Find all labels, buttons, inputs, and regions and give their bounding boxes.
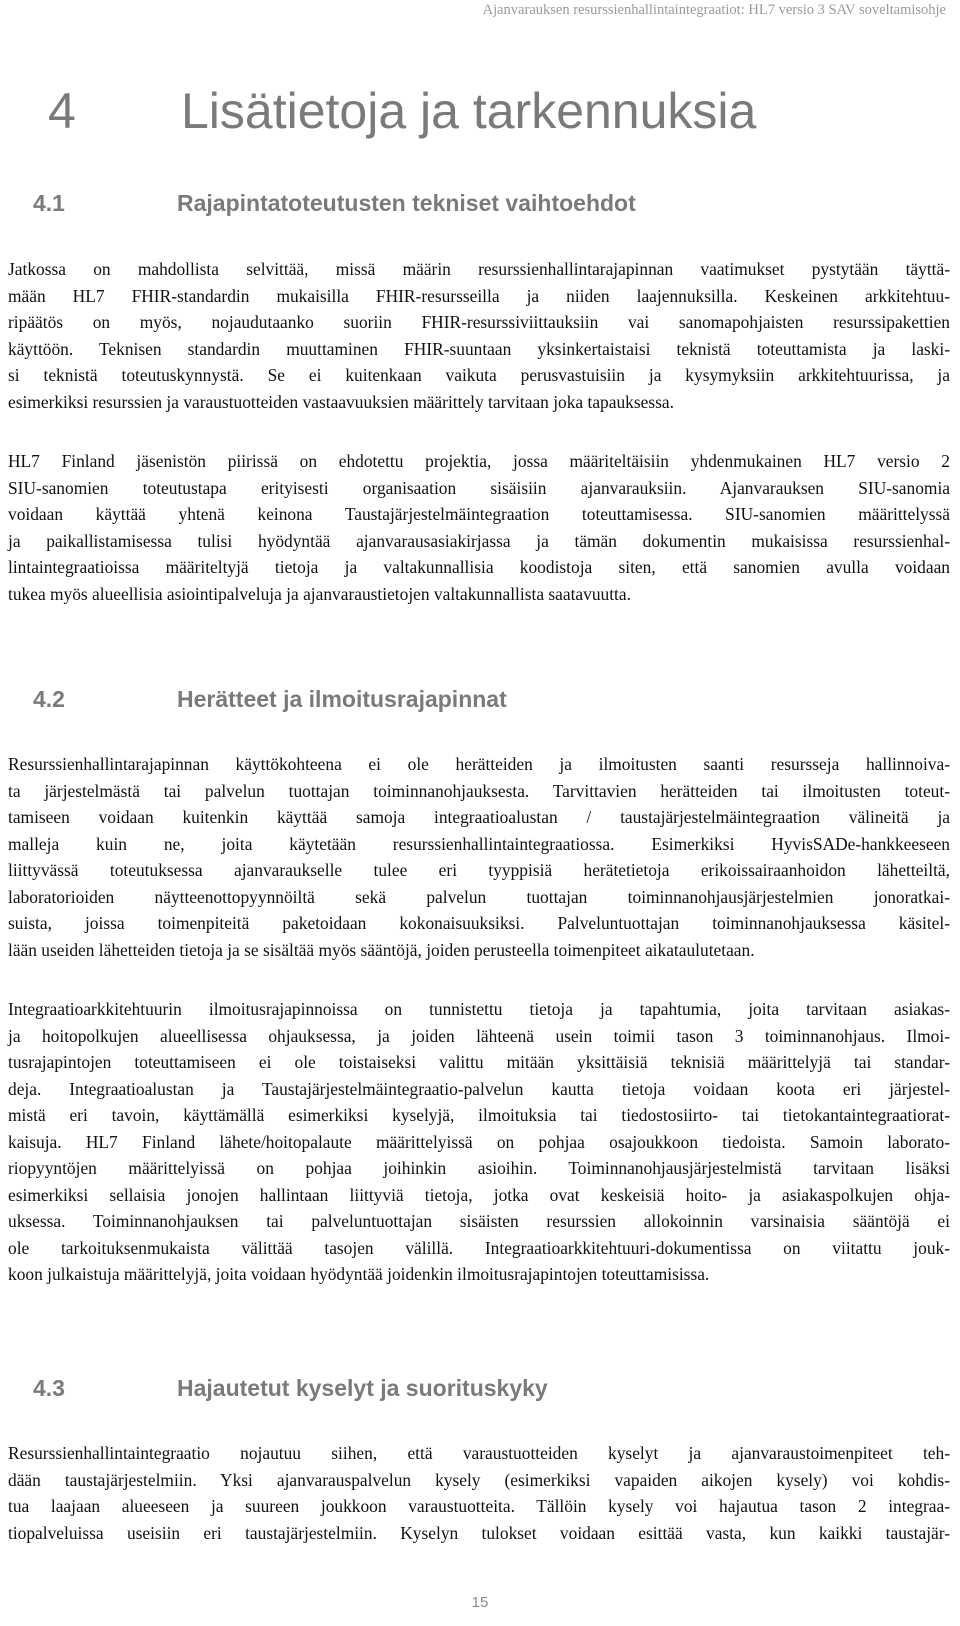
- text-line: voidaan käyttää yhtenä keinona Taustajärjestelmäintegraation toteuttamisessa. SIU-sanomien määrittelyssä: [8, 504, 950, 524]
- text-line: malleja kuin ne, joita käytetään resurssienhallintaintegraatiossa. Esimerkiksi HyvisSADe-hankkeeseen: [8, 833, 950, 854]
- text-line: koon julkaistuja määrittelyjä, joita voidaan hyödyntää joidenkin ilmoitusrajapintojen toteuttamisissa.: [8, 1264, 710, 1284]
- text-line: ole tarkoituksenmukaista välittää tasojen välillä. Integraatioarkkitehtuuri-dokumentissa on viitattu jouk-: [8, 1237, 950, 1258]
- text-line: mään HL7 FHIR-standardin mukaisilla FHIR-resursseilla ja niiden laajennuksilla. Keskeinen arkkitehtuu-: [8, 285, 950, 306]
- text-line: SIU-sanomien toteutustapa erityisesti organisaation sisäisiin ajanvarauksiin. Ajanvarauksen SIU-sanomia: [8, 477, 950, 498]
- paragraph-4-3-a: [8, 1440, 950, 1546]
- chapter-heading: [48, 82, 756, 140]
- text-line: dään taustajärjestelmiin. Yksi ajanvarauspalvelun kysely (esimerkiksi vapaiden aikojen kysely) voi kohdis-: [8, 1469, 950, 1490]
- section-number: 4.2: [33, 686, 65, 712]
- text-line: esimerkiksi sellaisia jonojen hallintaan liittyviä tietoja, jotka ovat keskeisiä hoito- ja asiakaspolkujen ohja-: [8, 1184, 950, 1205]
- text-line: Integraatioarkkitehtuurin ilmoitusrajapinnoissa on tunnistettu tietoja ja tapahtumia, joita tarvitaan asiakas-: [8, 999, 950, 1019]
- running-header: Ajanvarauksen resurssienhallintaintegraatiot: HL7 versio 3 SAV soveltamisohje: [482, 2, 946, 18]
- text-line: lään useiden lähetteiden tietoja ja se sisältää myös sääntöjä, joiden perusteella toimenpiteet aikataulutetaan.: [8, 939, 755, 960]
- text-line: ta järjestelmästä tai palvelun tuottajan toiminnanohjauksesta. Tarvittavien herätteiden tai ilmoitusten toteut-: [8, 780, 950, 801]
- text-line: riopyyntöjen määrittelyissä on pohjaa joihinkin asioihin. Toiminnanohjausjärjestelmistä tarvitaan lisäksi: [8, 1158, 950, 1178]
- text-line: mistä eri tavoin, käyttämällä esimerkiksi kyselyjä, ilmoituksia tai tiedostosiirto- tai tietokantaintegraatiorat-: [8, 1105, 950, 1125]
- text-line: tiopalveluissa useisiin eri taustajärjestelmiin. Kyselyn tulokset voidaan esittää vasta, kun kaikki taustajär-: [8, 1522, 950, 1543]
- paragraph-4-1-a: [8, 256, 950, 415]
- section-heading-4-2: [33, 686, 507, 713]
- text-line: kaisuja. HL7 Finland lähete/hoitopalaute määrittelyissä on pohjaa osajoukkoon tiedoista. Samoin laborato-: [8, 1131, 950, 1152]
- chapter-number: 4: [48, 83, 76, 139]
- section-heading-4-3: [33, 1375, 548, 1402]
- text-line: tamiseen voidaan kuitenkin käyttää samoja integraatioalustan / taustajärjestelmäintegraation välineitä ja: [8, 807, 950, 827]
- section-heading-4-1: [33, 190, 636, 217]
- text-line: ja paikallistamisessa tulisi hyödyntää ajanvarausasiakirjassa ja tämän dokumentin mukaisissa resurssienhal-: [8, 530, 950, 551]
- text-line: ripäätös on myös, nojaudutaanko suoriin FHIR-resurssiviittauksiin vai sanomapohjaisten resurssipakettien: [8, 312, 950, 332]
- page-number: 15: [471, 1594, 489, 1611]
- text-line: lintaintegraatioissa määriteltyjä tietoja ja valtakunnallisia koodistoja siten, että sanomien avulla voidaan: [8, 557, 950, 577]
- text-line: esimerkiksi resurssien ja varaustuotteiden vastaavuuksien määrittely tarvitaan joka tapauksessa.: [8, 391, 674, 412]
- section-title: Herätteet ja ilmoitusrajapinnat: [177, 686, 507, 712]
- text-line: tua laajaan alueeseen ja suureen joukkoon varaustuotteita. Tällöin kysely voi hajautua tason 2 integraa-: [8, 1496, 950, 1516]
- section-number: 4.3: [33, 1375, 65, 1401]
- text-line: HL7 Finland jäsenistön piirissä on ehdotettu projektia, jossa määriteltäisiin yhdenmukainen HL7 versio 2: [8, 451, 950, 471]
- text-line: Resurssienhallintaintegraatio nojautuu siihen, että varaustuotteiden kyselyt ja ajanvaraustoimenpiteet teh-: [8, 1443, 950, 1463]
- text-line: suista, joissa toimenpiteitä paketoidaan kokonaisuuksiksi. Palveluntuottajan toiminnanohjauksessa käsitel-: [8, 913, 950, 933]
- text-line: tusrajapintojen toteuttamiseen ei ole toistaiseksi valittu mitään yksittäisiä teknisiä määrittelyjä tai standar-: [8, 1052, 950, 1072]
- paragraph-4-2-a: [8, 751, 950, 963]
- paragraph-4-2-b: [8, 996, 950, 1288]
- section-title: Hajautetut kyselyt ja suorituskyky: [177, 1375, 548, 1401]
- text-line: si teknistä toteutuskynnystä. Se ei kuitenkaan vaikuta perusvastuisiin ja kysymyksiin arkkitehtuurissa, ja: [8, 365, 950, 385]
- section-title: Rajapintatoteutusten tekniset vaihtoehdot: [177, 190, 636, 216]
- section-number: 4.1: [33, 190, 65, 216]
- text-line: liittyvässä toteutuksessa ajanvaraukselle tulee eri tyyppisiä herätetietoja erikoissairaanhoidon lähetteiltä,: [8, 860, 950, 880]
- text-line: tukea myös alueellisia asiointipalveluja ja ajanvaraustietojen valtakunnallista saatavuutta.: [8, 583, 631, 604]
- paragraph-4-1-b: [8, 448, 950, 607]
- chapter-title: Lisätietoja ja tarkennuksia: [181, 83, 757, 139]
- text-line: laboratorioiden näytteenottopyynnöiltä sekä palvelun tuottajan toiminnanohjausjärjestelmien jonoratkai-: [8, 886, 950, 907]
- text-line: deja. Integraatioalustan ja Taustajärjestelmäintegraatio-palvelun kautta tietoja voidaan koota eri järjestel-: [8, 1078, 950, 1099]
- text-line: Resurssienhallintarajapinnan käyttökohteena ei ole herätteiden ja ilmoitusten saanti resursseja hallinnoiva-: [8, 754, 950, 774]
- text-line: uksessa. Toiminnanohjauksen tai palveluntuottajan sisäisten resurssien allokoinnin varsinaisia sääntöjä ei: [8, 1211, 950, 1231]
- text-line: ja hoitopolkujen alueellisessa ohjauksessa, ja joiden lähteenä usein toimii tason 3 toiminnanohjaus. Ilmoi-: [8, 1025, 950, 1046]
- text-line: Jatkossa on mahdollista selvittää, missä määrin resurssienhallintarajapinnan vaatimukset pystytään täyttä-: [8, 259, 950, 279]
- text-line: käyttöön. Teknisen standardin muuttaminen FHIR-suuntaan yksinkertaistaisi teknistä toteuttamista ja laski-: [8, 338, 950, 359]
